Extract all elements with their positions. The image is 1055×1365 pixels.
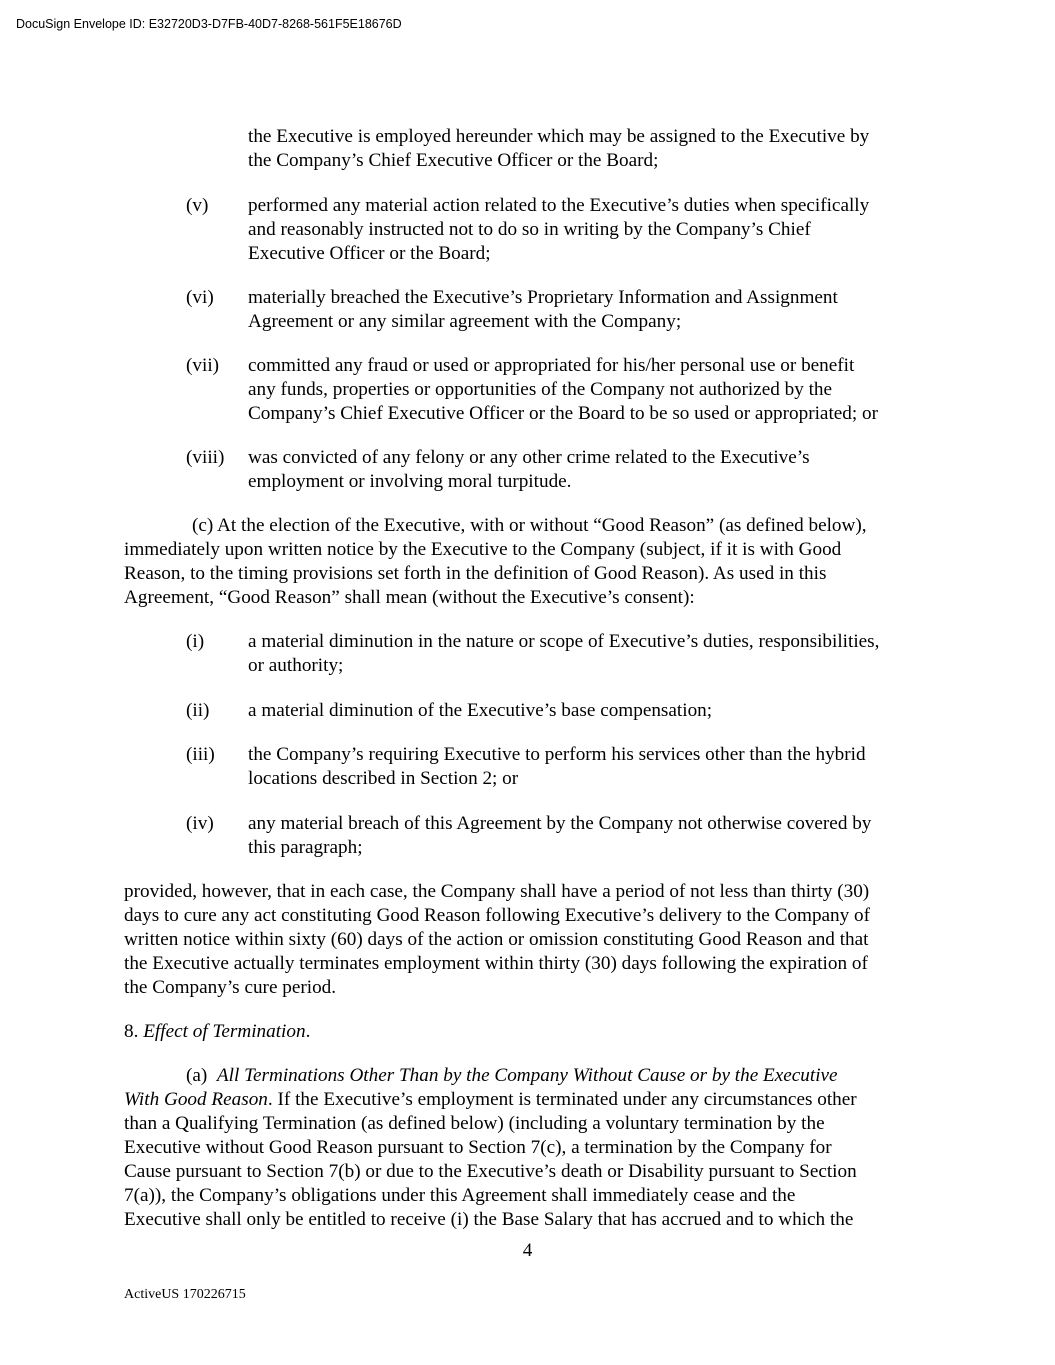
text-line: the Company’s cure period. <box>124 977 337 998</box>
item-number: (vii) <box>186 355 220 376</box>
text-line: (c) At the election of the Executive, with or without “Good Reason” (as defined below), <box>192 515 867 536</box>
text-line: the Company’s Chief Executive Officer or the Board; <box>248 150 659 171</box>
text-line: and reasonably instructed not to do so in writing by the Company’s Chief <box>248 219 811 240</box>
item-number: (v) <box>186 195 209 216</box>
text-line: than a Qualifying Termination (as defined below) (including a voluntary termination by the <box>124 1113 825 1134</box>
section-number: 8. <box>124 1021 139 1042</box>
cause-item-v <box>248 194 948 266</box>
text-line: performed any material action related to the Executive’s duties when specifically <box>248 195 870 216</box>
text-line: or authority; <box>248 655 344 676</box>
text-line: provided, however, that in each case, the Company shall have a period of not less than thirty (30) <box>124 881 870 902</box>
item-number: (vi) <box>186 287 214 308</box>
text-line: Agreement, “Good Reason” shall mean (without the Executive’s consent): <box>124 587 695 608</box>
section-8-heading <box>124 1020 944 1044</box>
text-line: Reason, to the timing provisions set forth in the definition of Good Reason). As used in this <box>124 563 827 584</box>
proviso-paragraph <box>124 880 944 1000</box>
cause-item-vi <box>248 286 948 334</box>
text-line: days to cure any act constituting Good Reason following Executive’s delivery to the Company of <box>124 905 871 926</box>
text-line: Agreement or any similar agreement with the Company; <box>248 311 682 332</box>
cause-item-viii <box>248 446 948 494</box>
text-line: committed any fraud or used or appropriated for his/her personal use or benefit <box>248 355 855 376</box>
text-line: Company’s Chief Executive Officer or the Board to be so used or appropriated; or <box>248 403 878 424</box>
text-line: locations described in Section 2; or <box>248 768 519 789</box>
page-number: 4 <box>522 1240 533 1261</box>
good-reason-item-iii <box>248 743 948 791</box>
section-8a-paragraph <box>124 1064 944 1232</box>
text-line: Cause pursuant to Section 7(b) or due to the Executive’s death or Disability pursuant to Section <box>124 1161 857 1182</box>
good-reason-item-ii <box>248 699 948 723</box>
envelope-id: DocuSign Envelope ID: E32720D3-D7FB-40D7-8268-561F5E18676D <box>16 17 402 31</box>
text-line: materially breached the Executive’s Proprietary Information and Assignment <box>248 287 838 308</box>
item-number: (iv) <box>186 813 214 834</box>
text-line: the Company’s requiring Executive to perform his services other than the hybrid <box>248 744 866 765</box>
good-reason-item-iv <box>248 812 948 860</box>
cause-continuation <box>248 125 948 173</box>
text-line: Executive Officer or the Board; <box>248 243 491 264</box>
subsection-heading: All Terminations Other Than by the Company Without Cause or by the Executive <box>216 1065 838 1086</box>
subsection-label: (a) <box>186 1065 208 1086</box>
text-line: this paragraph; <box>248 837 363 858</box>
section-title-end: . <box>305 1021 311 1042</box>
subsection-heading-cont: With Good Reason <box>124 1089 268 1110</box>
text-line: any material breach of this Agreement by the Company not otherwise covered by <box>248 813 872 834</box>
section-title: Effect of Termination <box>143 1021 306 1042</box>
good-reason-item-i <box>248 630 948 678</box>
item-number: (iii) <box>186 744 215 765</box>
text-line: Executive shall only be entitled to receive (i) the Base Salary that has accrued and to which the <box>124 1209 854 1230</box>
text-line: a material diminution of the Executive’s base compensation; <box>248 700 713 721</box>
text-line <box>124 1088 944 1112</box>
text-line: the Executive is employed hereunder which may be assigned to the Executive by <box>248 126 870 147</box>
text-line: employment or involving moral turpitude. <box>248 471 572 492</box>
text-line: immediately upon written notice by the Executive to the Company (subject, if it is with Good <box>124 539 842 560</box>
item-number: (i) <box>186 631 205 652</box>
item-number: (viii) <box>186 447 225 468</box>
text-line: written notice within sixty (60) days of the action or omission constituting Good Reason and that <box>124 929 869 950</box>
text-line: Executive without Good Reason pursuant to Section 7(c), a termination by the Company for <box>124 1137 832 1158</box>
item-number: (ii) <box>186 700 210 721</box>
text-line: was convicted of any felony or any other crime related to the Executive’s <box>248 447 810 468</box>
text-line: the Executive actually terminates employment within thirty (30) days following the expiration of <box>124 953 868 974</box>
text-line: a material diminution in the nature or scope of Executive’s duties, responsibilities, <box>248 631 880 652</box>
section-c-paragraph <box>124 514 944 610</box>
text-line: any funds, properties or opportunities of the Company not authorized by the <box>248 379 833 400</box>
text-line <box>124 1064 944 1088</box>
text-span: . If the Executive’s employment is terminated under any circumstances other <box>267 1089 857 1110</box>
text-line: 7(a)), the Company’s obligations under this Agreement shall immediately cease and the <box>124 1185 796 1206</box>
footer-doc-id: ActiveUS 170226715 <box>124 1287 246 1302</box>
cause-item-vii <box>248 354 948 426</box>
